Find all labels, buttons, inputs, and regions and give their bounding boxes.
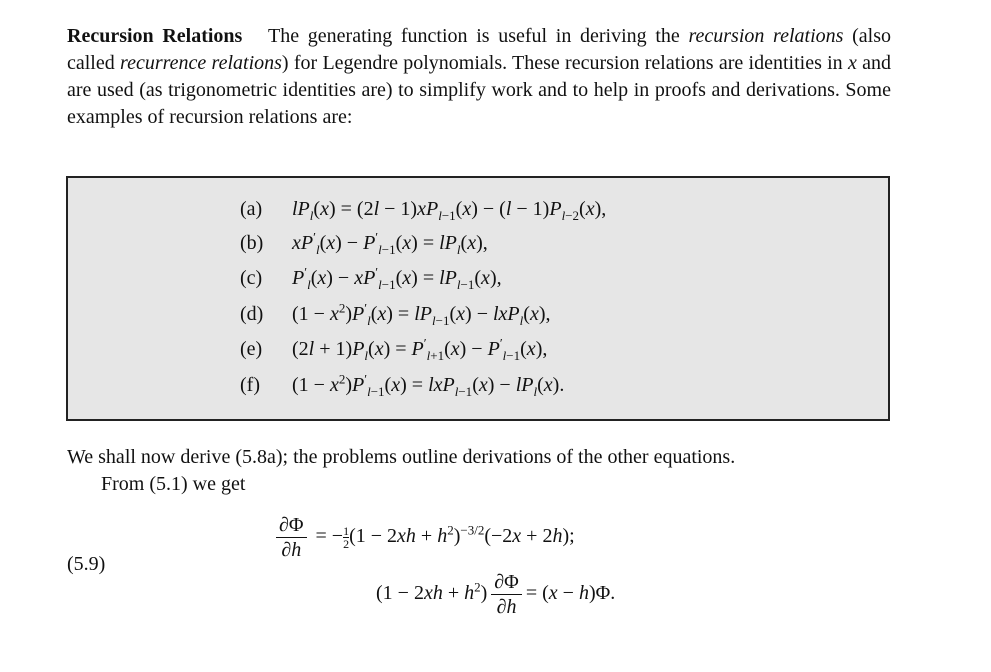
equation-d: (d) $(1 - x^2)P'_l(x) = lP_{l-1}(x) - lxP_l(x)$, [240,300,551,328]
equation-label: (f) [240,374,260,396]
derivation-intro: We shall now derive (5.8a); the problems outline derivations of the other equations. [67,446,736,468]
equation-f: (f) $(1 - x^2)P'_{l-1}(x) = lxP_{l-1}(x) - lP_l(x)$. [240,371,565,399]
equation-c: (c) $P'_l(x) - xP'_{l-1}(x) = lP_{l-1}(x)$, [240,264,502,292]
dphi-dh-fraction: $\frac{\partial\Phi}{\partial h}$ [276,513,307,562]
dphi-dh-fraction-2: $\frac{\partial\Phi}{\partial h}$ [491,570,522,619]
derivation-from: From (5.1) we get [101,473,246,495]
equation-label: (b) [240,232,264,254]
equation-label: (d) [240,303,264,325]
exponent: −3/2 [460,522,485,538]
equation-label: (e) [240,338,263,360]
intro-text-3: ) for Legendre polynomials. These recursion relations are identities in [281,52,843,74]
intro-em-1: recursion relations [688,25,844,47]
intro-text-2: (also called [67,25,891,74]
section-heading: Recursion Relations [67,25,243,47]
equation-b: (b) $xP'_l(x) - P'_{l-1}(x) = lP_l(x)$, [240,229,488,257]
intro-paragraph [67,23,891,131]
equation-label: (c) [240,267,263,289]
equation-a: (a) $lP_l(x) = (2l - 1)xP_{l-1}(x) - (l - 1)P_{l-2}(x)$, [240,198,607,223]
equation-e: (e) $(2l + 1)P_l(x) = P'_{l+1}(x) - P'_{l-1}(x)$, [240,335,548,363]
equation-number-5-9: (5.9) [67,553,106,575]
one-half: $\frac{1}{2}$ [343,524,350,551]
equation-label: (a) [240,198,263,220]
intro-em-2: recurrence relations [120,52,282,74]
equation-5-9-line-2: $(1 - 2xh + h^2)$ $\frac{\partial\Phi}{\partial h}$ = (x − h)Φ. [376,571,616,618]
intro-var-x: x [847,52,857,74]
intro-text-1: The generating function is useful in deriving the [268,25,680,47]
equation-5-9-line-1: $\frac{\partial\Phi}{\partial h}$ = − $\frac{1}{2}$ $(1 - 2xh + h^2)^{-3/2}(-2x + 2h)$; [272,513,575,562]
intro-text-4: and are used (as trigonometric identities are) to simplify work and to help in proofs and derivations. Some examples of recursion relations are: [67,52,892,128]
